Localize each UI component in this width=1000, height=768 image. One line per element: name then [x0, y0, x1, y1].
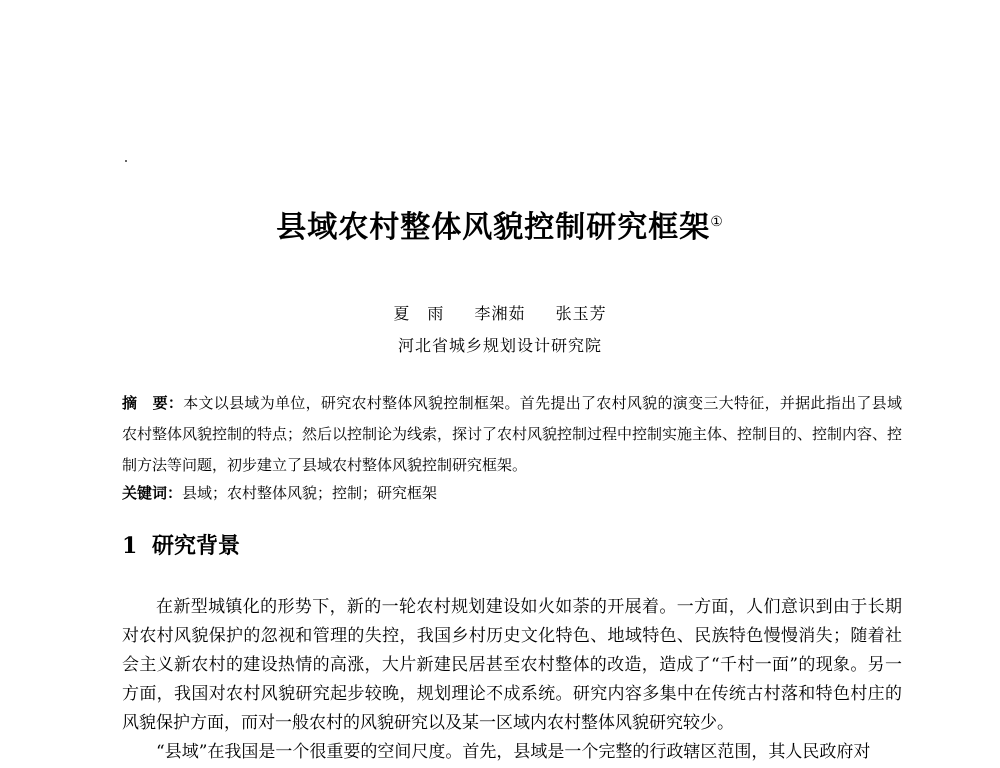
keywords-label: 关键词：: [122, 484, 183, 502]
keywords-text: 县域；农村整体风貌；控制；研究框架: [182, 484, 438, 502]
author-list: [0, 302, 1000, 326]
title-footnote-mark: ①: [710, 214, 724, 230]
section-number: 1: [122, 533, 138, 559]
section-title: 研究背景: [152, 534, 241, 559]
author-name: 夏 雨: [393, 304, 445, 323]
abstract: [122, 388, 902, 481]
paper-title: [0, 208, 1000, 248]
body-text: [122, 593, 902, 767]
abstract-label: 摘 要：: [122, 394, 184, 412]
scan-speck: [125, 160, 127, 162]
section-heading: [122, 530, 240, 563]
author-name: 李湘茹: [474, 304, 526, 323]
paper-title-text: 县域农村整体风貌控制研究框架: [276, 210, 711, 245]
author-affiliation: 河北省城乡规划设计研究院: [397, 336, 602, 355]
author-name: 张玉芳: [555, 304, 607, 323]
keywords: [122, 481, 902, 505]
abstract-text: 本文以县域为单位，研究农村整体风貌控制框架。首先提出了农村风貌的演变三大特征，并据此指出了县域农村整体风貌控制的特点；然后以控制论为线索，探讨了农村风貌控制过程中控制实施主体、控制目的、控制内容、控制方法等问题，初步建立了县域农村整体风貌控制研究框架。: [122, 394, 903, 474]
body-paragraph: 在新型城镇化的形势下，新的一轮农村规划建设如火如荼的开展着。一方面，人们意识到由于长期对农村风貌保护的忽视和管理的失控，我国乡村历史文化特色、地域特色、民族特色慢慢消失；随着社会主义新农村的建设热情的高涨，大片新建民居甚至农村整体的改造，造成了“千村一面”的现象。另一方面，我国对农村风貌研究起步较晚，规划理论不成系统。研究内容多集中在传统古村落和特色村庄的风貌保护方面，而对一般农村的风貌研究以及某一区域内农村整体风貌研究较少。: [122, 597, 902, 733]
body-paragraph: “县域”在我国是一个很重要的空间尺度。首先，县域是一个完整的行政辖区范围，其人民政府对: [156, 742, 871, 762]
